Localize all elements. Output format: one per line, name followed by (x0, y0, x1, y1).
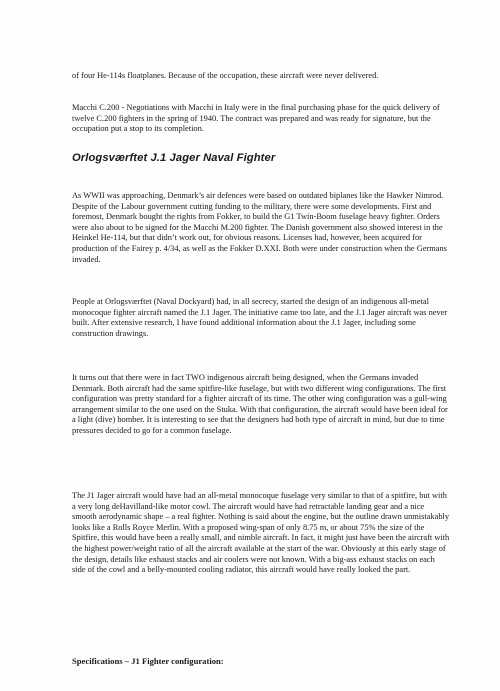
specifications-heading: Specifications – J1 Fighter configuration: (72, 656, 224, 666)
paragraph-macchi: Macchi C.200 - Negotiations with Macchi in Italy were in the final purchasing phase for the quick delivery of twelve C.200 fighters in the spring of 1940. The contract was prepared and was ready for signature, but the occupation put a stop to its completion. (72, 103, 440, 134)
paragraph-j1-description: The J1 Jager aircraft would have had an all-metal monocoque fuselage very similar to that of a spitfire, but with a very long deHavilland-like motor cowl. The aircraft would have had retractable landing gear and a nice smooth aerodynamic shape – a real fighter. Nothing is said about the engine, but the outline drawn unmistakably looks like a Rolls Royce Merlin. With a proposed wing-span of only 8.75 m, or about 75% the size of the Spitfire, this would have been a really small, and nimble aircraft. In fact, it might just have been the aircraft with the highest power/weight ratio of all the aircraft available at the start of the war. Obviously at this early stage of the design, details like exhaust stacks and air coolers were not known. With a big-ass exhaust stacks on each side of the cowl and a belly-mounted cooling radiator, this aircraft would have really looked the part. (72, 491, 450, 575)
paragraph-orlogsvaerftet: People at Orlogsværftet (Naval Dockyard) had, in all secrecy, started the design of an indigenous all-metal monocoque fighter aircraft named the J.1 Jager. The initiative came too late, and the J.1 Jager aircraft was never built. After extensive research, I have found additional information about the J.1 Jager, including some construction drawings. (72, 297, 448, 338)
section-heading: Orlogsværftet J.1 Jager Naval Fighter (72, 152, 276, 164)
paragraph-two-aircraft: It turns out that there were in fact TWO indigenous aircraft being designed, when the Germans invaded Denmark. Both aircraft had the same spitfire-like fuselage, but with two different wing configurations. The first configuration was pretty standard for a fighter aircraft of its time. The other wing configuration was a gull-wing arrangement similar to the one used on the Stuka. With that configuration, the aircraft would have been ideal for a light (dive) bomber. It is interesting to see that the designers had both type of aircraft in mind, but due to time pressures decided to go for a common fuselage. (72, 373, 448, 435)
paragraph-he114: of four He-114s floatplanes. Because of the occupation, these aircraft were never delivered. (72, 71, 379, 80)
paragraph-air-defences: As WWII was approaching, Denmark’s air defences were based on outdated biplanes like the Hawker Nimrod. Despite of the Labour government cutting funding to the military, there were some developments. First and foremost, Denmark bought the rights from Fokker, to build the G1 Twin-Boom fuselage heavy fighter. Orders were also about to be signed for the Macchi M.200 fighter. The Danish government also showed interest in the Heinkel He-114, but that didn’t work out, for obvious reasons. Licenses had, however, been acquired for production of the Fairey p. 4/34, as well as the Fokker D.XXI. Both were under construction when the Germans invaded. (72, 191, 447, 264)
